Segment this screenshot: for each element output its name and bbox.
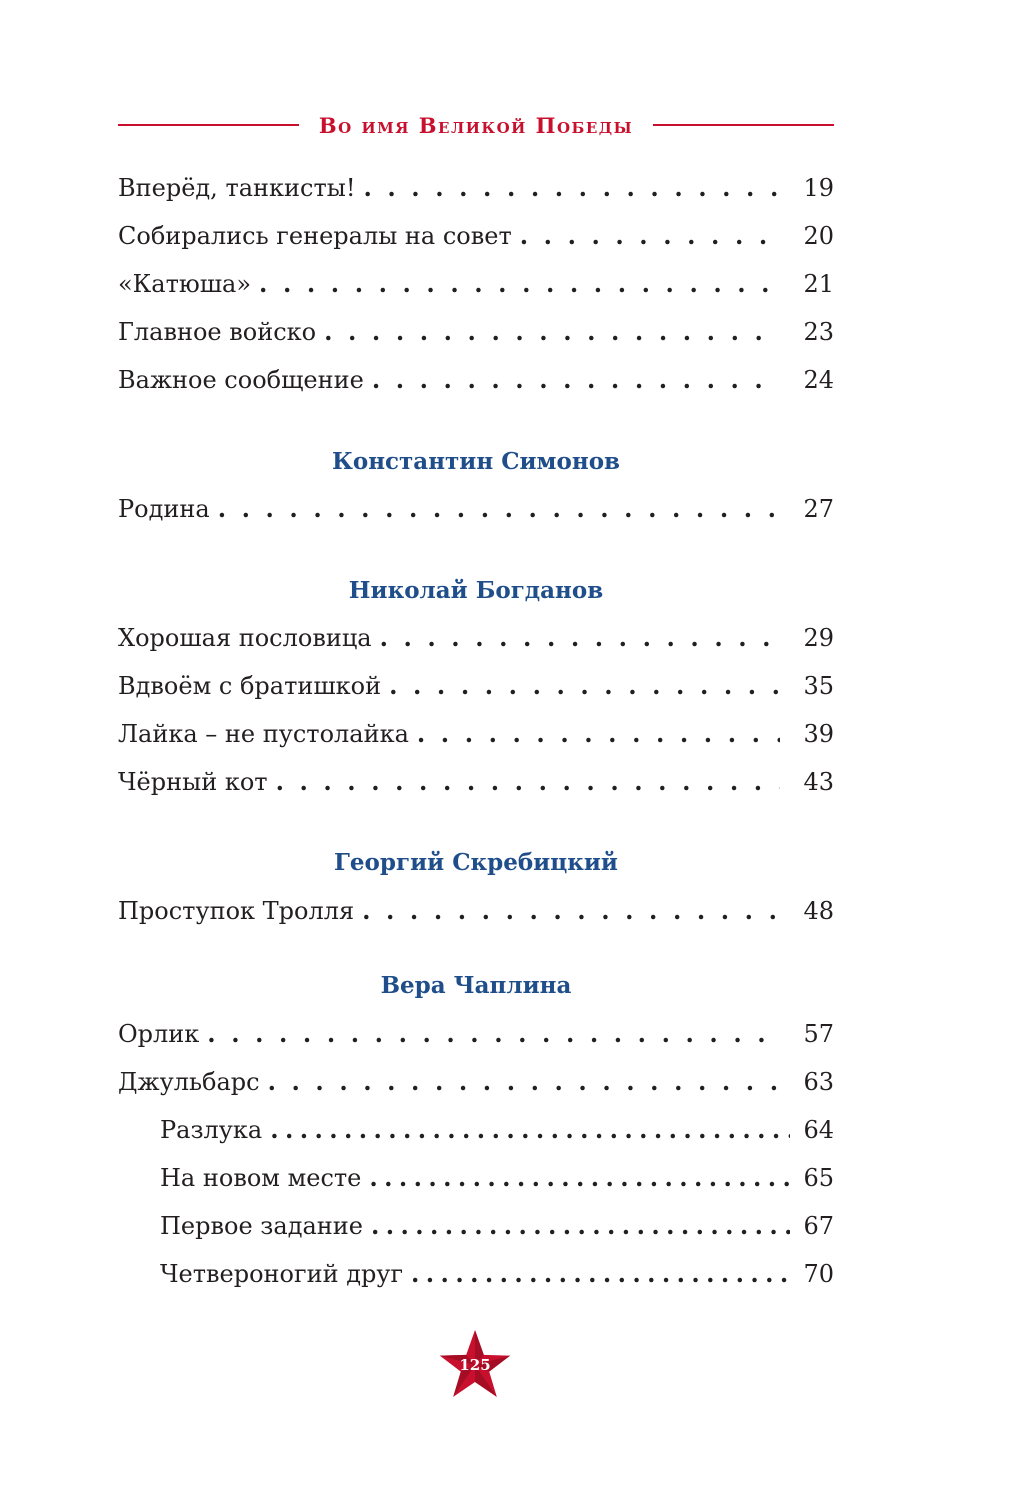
toc-entry-title: Вдвоём с братишкой (118, 672, 382, 700)
toc-entry-page: 57 (803, 1020, 834, 1048)
toc-entry-page: 27 (803, 495, 834, 523)
header-rule-left (118, 124, 299, 126)
toc-entry-title: Орлик (118, 1020, 200, 1048)
toc-subentry-title: Разлука (160, 1116, 263, 1144)
toc-subentry-page: 64 (803, 1116, 834, 1144)
toc-entry-page: 48 (803, 897, 834, 925)
dot-leader (411, 1257, 790, 1291)
dot-leader (259, 267, 780, 301)
dot-leader (362, 894, 780, 928)
toc-subentry[interactable] (160, 1161, 834, 1195)
running-header-title: Во имя Великой Победы (318, 112, 634, 138)
dot-leader (417, 717, 780, 751)
toc-entry-page: 19 (803, 174, 834, 202)
running-header (118, 108, 834, 142)
toc-entry-title: Собирались генералы на совет (118, 222, 512, 250)
dot-leader (389, 669, 780, 703)
dot-leader (520, 219, 780, 253)
author-heading: Николай Богданов (348, 577, 604, 604)
toc-entry-page: 63 (803, 1068, 834, 1096)
dot-leader (380, 621, 780, 655)
toc-entry-title: Главное войско (118, 318, 317, 346)
toc-entry-title: Лайка – не пустолайка (118, 720, 409, 748)
dot-leader (270, 1113, 790, 1147)
toc-entry-page: 35 (803, 672, 834, 700)
toc-entry-page: 29 (803, 624, 834, 652)
toc-entry[interactable] (118, 621, 834, 655)
toc-entry[interactable] (118, 1017, 834, 1051)
toc-entry[interactable] (118, 219, 834, 253)
toc-subentry-page: 70 (803, 1260, 834, 1288)
toc-entry-page: 24 (803, 366, 834, 394)
toc-entry-page: 20 (803, 222, 834, 250)
toc-entry[interactable] (118, 492, 834, 526)
toc-entry[interactable] (118, 765, 834, 799)
toc-entry[interactable] (118, 669, 834, 703)
toc-subentry-title: Четвероногий друг (160, 1260, 404, 1288)
toc-entry-title: «Катюша» (118, 270, 252, 298)
toc-entry-page: 23 (803, 318, 834, 346)
toc-entry-title: Чёрный кот (118, 768, 268, 796)
toc-subentry[interactable] (160, 1209, 834, 1243)
toc-entry-page: 39 (803, 720, 834, 748)
toc-entry[interactable] (118, 267, 834, 301)
toc-entry[interactable] (118, 894, 834, 928)
author-heading: Константин Симонов (331, 448, 621, 475)
dot-leader (218, 492, 780, 526)
dot-leader (363, 171, 780, 205)
toc-subentry[interactable] (160, 1257, 834, 1291)
toc-entry-title: Джульбарс (118, 1068, 260, 1096)
toc-entry[interactable] (118, 315, 834, 349)
toc-entry-title: Важное сообщение (118, 366, 364, 394)
toc-entry[interactable] (118, 363, 834, 397)
author-heading: Вера Чаплина (380, 972, 572, 999)
toc-entry-page: 43 (803, 768, 834, 796)
toc-entry[interactable] (118, 171, 834, 205)
dot-leader (372, 363, 780, 397)
author-heading: Георгий Скребицкий (334, 849, 618, 876)
toc-entry-title: Хорошая пословица (118, 624, 372, 652)
toc-subentry-page: 67 (803, 1212, 834, 1240)
toc-subentry[interactable] (160, 1113, 834, 1147)
toc-subentry-title: Первое задание (160, 1212, 363, 1240)
header-rule-right (653, 124, 834, 126)
dot-leader (371, 1209, 790, 1243)
dot-leader (268, 1065, 780, 1099)
page-number: 125 (459, 1356, 491, 1374)
toc-entry-title: Проступок Тролля (118, 897, 355, 925)
dot-leader (276, 765, 780, 799)
toc-entry-title: Вперёд, танкисты! (118, 174, 356, 202)
toc-entry-page: 21 (803, 270, 834, 298)
toc-entry[interactable] (118, 1065, 834, 1099)
toc-subentry-page: 65 (803, 1164, 834, 1192)
dot-leader (369, 1161, 790, 1195)
toc-subentry-title: На новом месте (160, 1164, 362, 1192)
toc-entry[interactable] (118, 717, 834, 751)
page-number-badge (438, 1328, 512, 1402)
dot-leader (324, 315, 780, 349)
toc-entry-title: Родина (118, 495, 210, 523)
dot-leader (207, 1017, 780, 1051)
